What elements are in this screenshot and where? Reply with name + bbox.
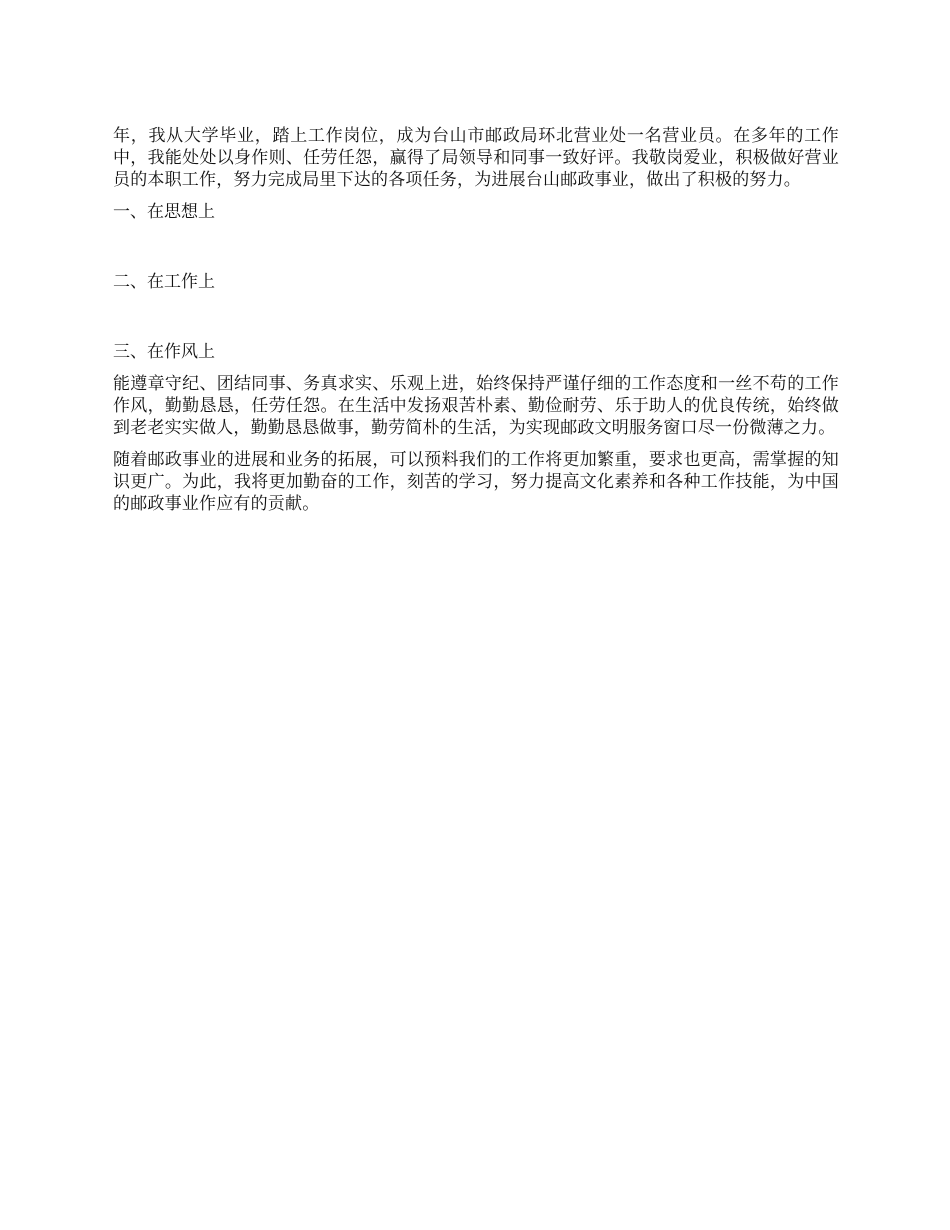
document-page bbox=[113, 125, 839, 525]
intro-paragraph: 年，我从大学毕业，踏上工作岗位，成为台山市邮政局环北营业处一名营业员。在多年的工作中，我能处处以身作则、任劳任怨，赢得了局领导和同事一致好评。我敬岗爱业，积极做好营业员的本职工作，努力完成局里下达的各项任务，为进展台山邮政事业，做出了积极的努力。 bbox=[113, 126, 839, 190]
section-heading-work: 二、在工作上 bbox=[113, 272, 215, 292]
closing-paragraph: 随着邮政事业的进展和业务的拓展，可以预料我们的工作将更加繁重，要求也更高，需掌握的知识更广。为此，我将更加勤奋的工作，刻苦的学习，努力提高文化素养和各种工作技能，为中国的邮政事业作应有的贡献。 bbox=[113, 450, 839, 514]
section-heading-thought: 一、在思想上 bbox=[113, 202, 215, 222]
section-heading-style: 三、在作风上 bbox=[113, 342, 215, 362]
style-paragraph: 能遵章守纪、团结同事、务真求实、乐观上进，始终保持严谨仔细的工作态度和一丝不苟的工作作风，勤勤恳恳，任劳任怨。在生活中发扬艰苦朴素、勤俭耐劳、乐于助人的优良传统，始终做到老老实实做人，勤勤恳恳做事，勤劳简朴的生活，为实现邮政文明服务窗口尽一份微薄之力。 bbox=[113, 374, 839, 438]
